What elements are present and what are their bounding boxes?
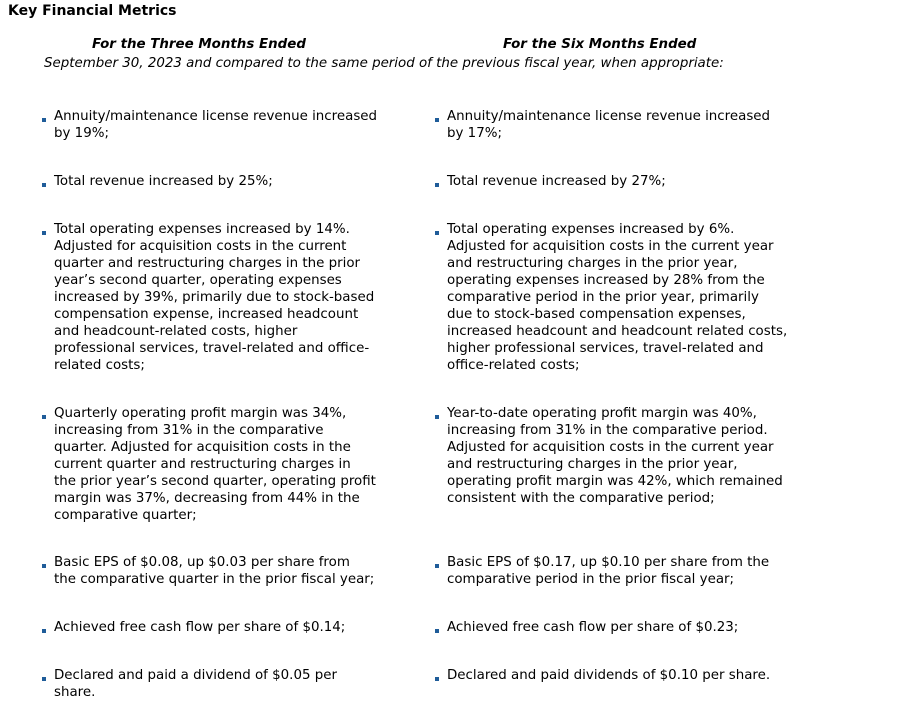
bullet-icon — [435, 564, 439, 568]
column-header-six-months: For the Six Months Ended — [503, 37, 697, 52]
bullet-icon — [435, 231, 439, 235]
list-item-text: Total revenue increased by 27%; — [447, 174, 666, 189]
list-item-text: Basic EPS of $0.08, up $0.03 per share from the comparative quarter in the prior fiscal year; — [54, 555, 375, 587]
list-item-text: Total operating expenses increased by 14%. Adjusted for acquisition costs in the current quarter and restructuring charges in the prior year’s second quarter, operating expenses increased by 39%, primarily due to stock-based compensation expense, increased headcount and headcount-related costs, higher professional services, travel-related and office- related costs; — [54, 222, 375, 373]
page-title: Key Financial Metrics — [8, 3, 177, 19]
list-item-six-months-dividend — [435, 667, 770, 684]
list-item-text: Achieved free cash flow per share of $0.23; — [447, 620, 739, 635]
list-item-text: Total operating expenses increased by 6%. Adjusted for acquisition costs in the current year and restructuring charges in the prior year, operating expenses increased by 28% from the comparative period in the prior year, primarily due to stock-based compensation expenses, increased headcount and headcount related costs, higher professional services, travel-related and office-related costs; — [447, 222, 788, 373]
list-item-text: Total revenue increased by 25%; — [54, 174, 273, 189]
bullet-icon — [42, 415, 46, 419]
bullet-icon — [435, 629, 439, 633]
list-item-three-months-eps — [42, 554, 374, 588]
list-item-six-months-profit-margin — [435, 405, 783, 507]
list-item-three-months-free-cash-flow — [42, 619, 345, 636]
list-item-text: Achieved free cash flow per share of $0.14; — [54, 620, 346, 635]
list-item-text: Declared and paid dividends of $0.10 per share. — [447, 668, 771, 683]
bullet-icon — [435, 183, 439, 187]
list-item-three-months-operating-expenses — [42, 221, 374, 374]
list-item-text: Annuity/maintenance license revenue increased by 17%; — [447, 109, 771, 141]
bullet-icon — [42, 629, 46, 633]
list-item-six-months-annuity — [435, 108, 770, 142]
list-item-text: Declared and paid a dividend of $0.05 per share. — [54, 668, 337, 700]
period-subheading: September 30, 2023 and compared to the same period of the previous fiscal year, when appropriate: — [44, 56, 724, 71]
bullet-icon — [42, 231, 46, 235]
list-item-three-months-total-revenue — [42, 173, 273, 190]
list-item-text: Basic EPS of $0.17, up $0.10 per share from the comparative period in the prior fiscal year; — [447, 555, 770, 587]
list-item-text: Annuity/maintenance license revenue increased by 19%; — [54, 109, 378, 141]
list-item-six-months-eps — [435, 554, 769, 588]
bullet-icon — [435, 677, 439, 681]
column-header-three-months: For the Three Months Ended — [92, 37, 306, 52]
bullet-icon — [435, 415, 439, 419]
list-item-six-months-total-revenue — [435, 173, 666, 190]
bullet-icon — [42, 564, 46, 568]
list-item-three-months-profit-margin — [42, 405, 376, 524]
list-item-three-months-annuity — [42, 108, 377, 142]
list-item-text: Year-to-date operating profit margin was 40%, increasing from 31% in the comparative period. Adjusted for acquisition costs in the current year and restructuring charges in the prior year, operating profit margin was 42%, which remained consistent with the comparative period; — [447, 406, 783, 506]
list-item-text: Quarterly operating profit margin was 34%, increasing from 31% in the comparative quarter. Adjusted for acquisition costs in the current quarter and restructuring charges in the prior year’s second quarter, operating profit margin was 37%, decreasing from 44% in the comparative quarter; — [54, 406, 376, 523]
bullet-icon — [42, 118, 46, 122]
bullet-icon — [42, 183, 46, 187]
bullet-icon — [42, 677, 46, 681]
bullet-icon — [435, 118, 439, 122]
list-item-six-months-free-cash-flow — [435, 619, 738, 636]
list-item-six-months-operating-expenses — [435, 221, 787, 374]
list-item-three-months-dividend — [42, 667, 337, 701]
